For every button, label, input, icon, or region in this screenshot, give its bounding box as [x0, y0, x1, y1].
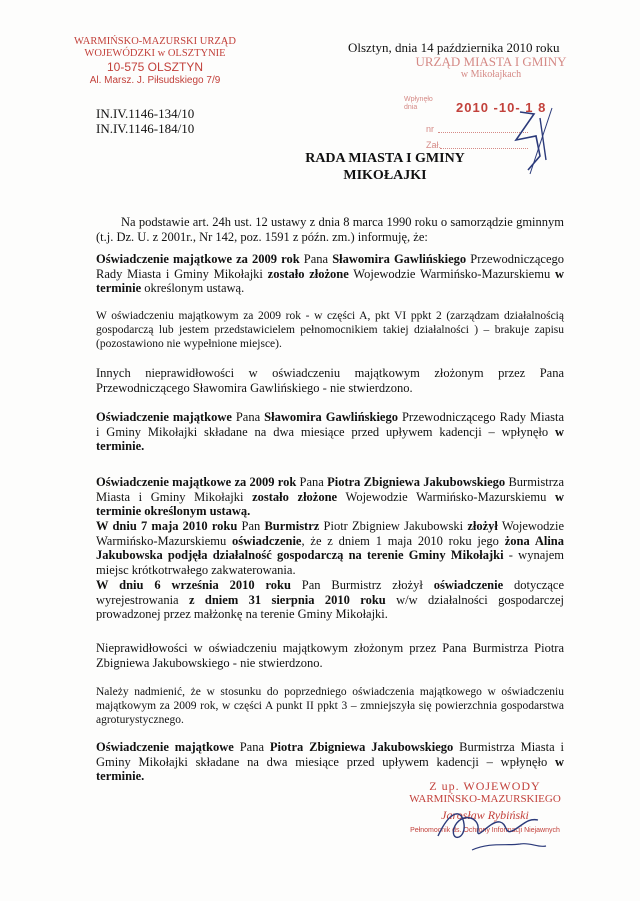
paragraph-1: Na podstawie art. 24h ust. 12 ustawy z dnia 8 marca 1990 roku o samorządzie gminnym (t.j. Dz. U. z 2001r., Nr 142, poz. 1591 z późn. zm.) informuję, że:	[96, 215, 564, 244]
registry-stamp-line1: URZĄD MIASTA I GMINY	[415, 54, 567, 69]
office-stamp-line1: WARMIŃSKO-MAZURSKI URZĄD	[74, 36, 236, 47]
addressee-line1: RADA MIASTA I GMINY	[305, 151, 465, 166]
addressee-line2: MIKOŁAJKI	[343, 168, 427, 183]
signature-stamp-line2: WARMIŃSKO-MAZURSKIEGO	[409, 793, 561, 805]
paragraph-9: Nieprawidłowości w oświadczeniu majątkowym złożonym przez Pana Burmistrza Piotra Zbigniewa Jakubowskiego - nie stwierdzono.	[96, 641, 564, 670]
office-stamp	[70, 36, 240, 87]
received-zal-label: Zał.	[426, 140, 442, 150]
city-date: Olsztyn, dnia 14 października 2010 roku	[348, 40, 560, 55]
paragraph-2: Oświadczenie majątkowe za 2009 rok Pana Sławomira Gawlińskiego Przewodniczącego Rady Miasta i Gminy Mikołajki zostało złożone Wojewodzie Warmińsko-Mazurskiemu w terminie określonym ustawą.	[96, 252, 564, 295]
office-stamp-line2: WOJEWÓDZKI w OLSZTYNIE	[84, 48, 226, 59]
paragraph-4: Innych nieprawidłowości w oświadczeniu majątkowym złożonym przez Pana Przewodniczącego Sławomira Gawlińskiego - nie stwierdzono.	[96, 366, 564, 395]
office-stamp-line4: Al. Marsz. J. Piłsudskiego 7/9	[89, 75, 221, 86]
reference-2: IN.IV.1146-184/10	[96, 121, 195, 136]
signature-stamp-line3: Jarosław Rybiński	[441, 808, 529, 822]
received-nr-label: nr	[426, 124, 435, 134]
paragraph-10: Należy nadmienić, że w stosunku do poprzedniego oświadczenia majątkowego w oświadczeniu majątkowym za 2009 rok, w części A punkt II ppkt 3 – zmniejszyła się powierzchnia gospodarstwa agroturystycznego.	[96, 686, 564, 726]
registry-stamp	[406, 55, 576, 81]
received-label: Wpłynęło dnia	[404, 96, 433, 111]
paragraph-8: W dniu 6 września 2010 roku Pan Burmistrz złożył oświadczenie dotyczące wyrejestrowania z dniem 31 sierpnia 2010 roku w/w działalności gospodarczej prowadzonej przez małżonkę na terenie Gminy Mikołajki.	[96, 578, 565, 621]
paragraph-7: W dniu 7 maja 2010 roku Pan Burmistrz Piotr Zbigniew Jakubowski złożył Wojewodzie Warmińsko-Mazurskiemu oświadczenie, że z dniem 1 maja 2010 roku jego żona Alina Jakubowska podjęła działalność gospodarczą na terenie Gminy Mikołajki - wynajem miejsc krótkotrwałego zakwaterowania.	[96, 519, 564, 577]
handwritten-signature	[420, 790, 570, 870]
registry-stamp-line2: w Mikołajkach	[460, 69, 522, 80]
received-date: 2010 -10- 1 8	[456, 100, 547, 115]
handwritten-mark	[500, 100, 570, 180]
office-stamp-line3: 10-575 OLSZTYN	[106, 60, 204, 74]
signature-stamp-line1: Z up. WOJEWODY	[429, 779, 541, 793]
reference-numbers	[96, 106, 194, 136]
paragraph-11: Oświadczenie majątkowe Pana Piotra Zbigniewa Jakubowskiego Burmistrza Miasta i Gminy Mikołajki składane na dwa miesiące przed upływem kadencji – wpłynęło w terminie.	[96, 740, 564, 783]
addressee	[270, 150, 500, 184]
reference-1: IN.IV.1146-134/10	[96, 106, 195, 121]
paragraph-6: Oświadczenie majątkowe za 2009 rok Pana Piotra Zbigniewa Jakubowskiego Burmistrza Miasta i Gminy Mikołajki zostało złożone Wojewodzie Warmińsko-Mazurskiemu w terminie określonym ustawą.	[96, 475, 564, 518]
signature-stamp-line4: Pełnomocnik ds. Ochrony Informacji Niejawnych	[410, 827, 560, 834]
paragraph-5: Oświadczenie majątkowe Pana Sławomira Gawlińskiego Przewodniczącego Rady Miasta i Gminy Mikołajki składane na dwa miesiące przed upływem kadencji – wpłynęło w terminie.	[96, 410, 564, 453]
paragraph-3: W oświadczeniu majątkowym za 2009 rok - w części A, pkt VI ppkt 2 (zarządzam działalnością gospodarczą lub jestem przedstawicielem pełnomocnikiem takiej działalności ) – brakuje zapisu (pozostawiono nie wypełnione miejsce).	[96, 310, 564, 350]
